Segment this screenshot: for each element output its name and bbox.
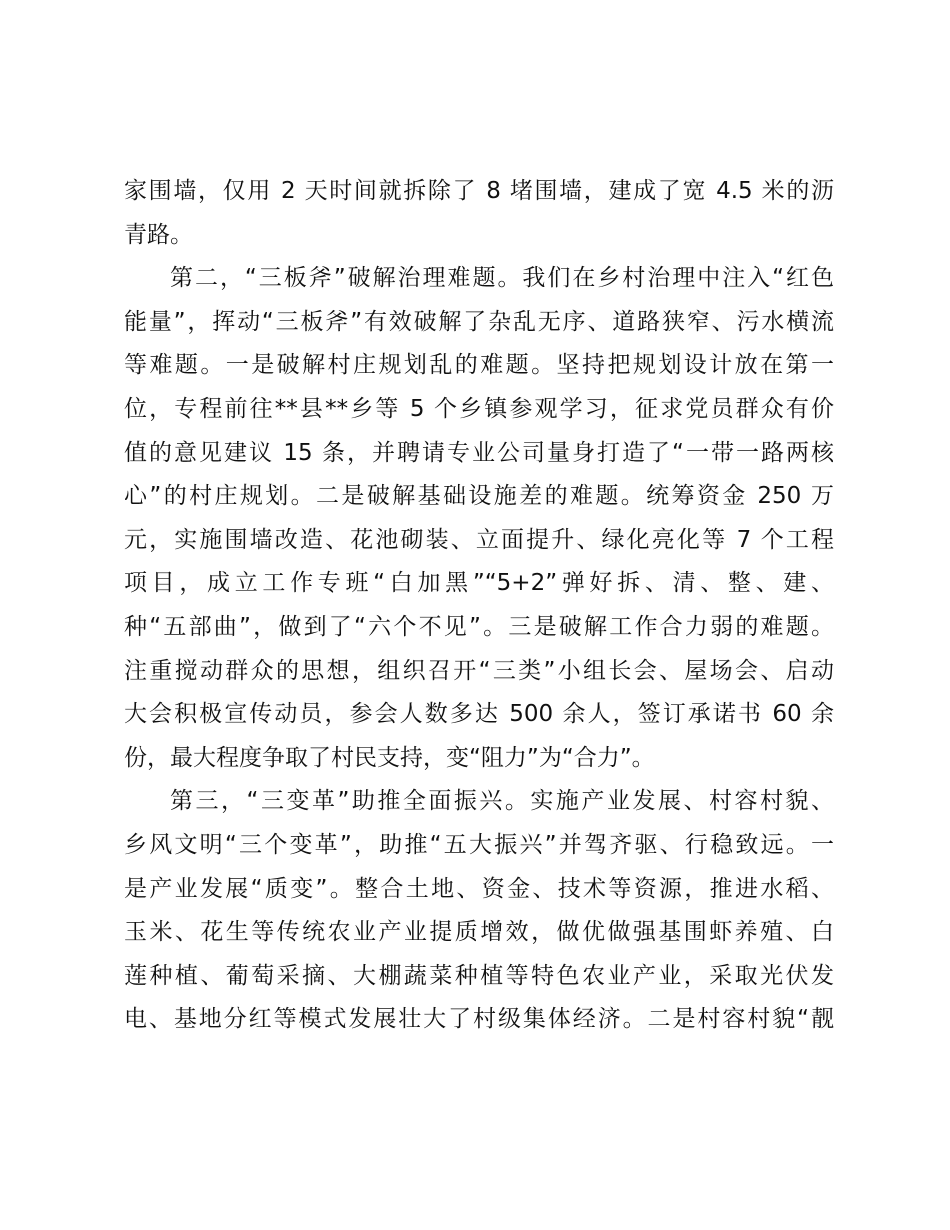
text-line: 能量”，挥动“三板斧”有效破解了杂乱无序、道路狭窄、污水横流 [124,308,834,335]
text-line: 是产业发展“质变”。整合土地、资金、技术等资源，推进水稻、 [124,875,834,902]
text-line: 玉米、花生等传统农业产业提质增效，做优做强基围虾养殖、白 [124,919,834,946]
text-line: 种“五部曲”，做到了“六个不见”。三是破解工作合力弱的难题。 [124,613,834,640]
text-line: 心”的村庄规划。二是破解基础设施差的难题。统筹资金 250 万 [124,483,834,510]
text-line: 项目，成立工作专班“白加黑”“5+2”弹好拆、清、整、建、 [124,570,834,597]
text-line: 注重搅动群众的思想，组织召开“三类”小组长会、屋场会、启动 [124,657,834,684]
text-line: 份，最大程度争取了村民支持，变“阻力”为“合力”。 [124,744,655,771]
paragraph-start-line: 第二，“三板斧”破解治理难题。我们在乡村治理中注入“红色 [170,265,834,292]
text-line: 值的意见建议 15 条，并聘请专业公司量身打造了“一带一路两核 [124,439,834,466]
text-line: 青路。 [124,221,193,248]
text-line: 乡风文明“三个变革”，助推“五大振兴”并驾齐驱、行稳致远。一 [124,831,834,858]
text-line: 家围墙，仅用 2 天时间就拆除了 8 堵围墙，建成了宽 4.5 米的沥 [124,178,834,204]
document-body [124,170,834,1042]
text-line: 元，实施围墙改造、花池砌装、立面提升、绿化亮化等 7 个工程 [124,526,834,553]
paragraph-start-line: 第三，“三变革”助推全面振兴。实施产业发展、村容村貌、 [170,788,834,815]
text-line: 位，专程前往**县**乡等 5 个乡镇参观学习，征求党员群众有价 [124,395,834,422]
text-line: 等难题。一是破解村庄规划乱的难题。坚持把规划设计放在第一 [124,352,834,379]
text-line: 电、基地分红等模式发展壮大了村级集体经济。二是村容村貌“靓 [124,1006,834,1033]
text-line: 莲种植、葡萄采摘、大棚蔬菜种植等特色农业产业，采取光伏发 [124,962,834,989]
text-line: 大会积极宣传动员，参会人数多达 500 余人，签订承诺书 60 余 [124,701,834,728]
